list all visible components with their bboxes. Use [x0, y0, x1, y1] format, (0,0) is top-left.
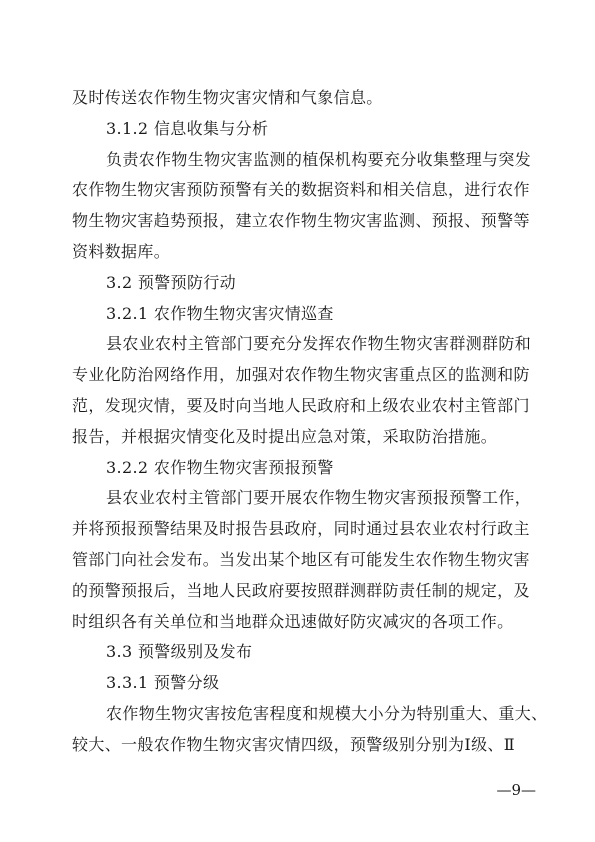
body-text-line: 及时传送农作物生物灾害灾情和气象信息。 [72, 88, 383, 107]
body-text-line: 的预警预报后，当地人民政府要按照群测群防责任制的规定，及 [72, 580, 530, 600]
section-heading: 3.2 预警预防行动 [106, 272, 237, 292]
body-text-line: 管部门向社会发布。当发出某个地区有可能发生农作物生物灾害 [72, 549, 530, 569]
body-text-line: 专业化防治网络作用，加强对农作物生物灾害重点区的监测和防 [72, 365, 530, 385]
section-heading: 3.3 预警级别及发布 [106, 642, 253, 662]
body-text-line: 县农业农村主管部门要开展农作物生物灾害预报预警工作， [106, 488, 532, 508]
body-text-line: 较大、一般农作物生物灾害灾情四级，预警级别分别为Ⅰ级、Ⅱ [72, 734, 515, 754]
body-text-line: 并将预报预警结果及时报告县政府，同时通过县农业农村行政主 [72, 519, 530, 539]
page-number: —9— [496, 781, 536, 799]
body-text-line: 物生物灾害趋势预报，建立农作物生物灾害监测、预报、预警等 [72, 211, 530, 231]
body-text-line: 农作物生物灾害预防预警有关的数据资料和相关信息，进行农作 [72, 180, 530, 200]
section-heading: 3.2.2 农作物生物灾害预报预警 [106, 457, 334, 477]
body-text-line: 时组织各有关单位和当地群众迅速做好防灾减灾的各项工作。 [72, 611, 514, 631]
body-text-line: 农作物生物灾害按危害程度和规模大小分为特别重大、重大、 [106, 703, 548, 723]
section-heading: 3.2.1 农作物生物灾害灾情巡查 [106, 303, 334, 323]
body-text-line: 报告，并根据灾情变化及时提出应急对策，采取防治措施。 [72, 426, 498, 446]
body-text-line: 县农业农村主管部门要充分发挥农作物生物灾害群测群防和 [106, 334, 532, 354]
body-text-line: 范，发现灾情，要及时向当地人民政府和上级农业农村主管部门 [72, 395, 530, 415]
section-heading: 3.1.2 信息收集与分析 [106, 118, 269, 138]
section-heading: 3.3.1 预警分级 [106, 673, 220, 693]
body-text-line: 负责农作物生物灾害监测的植保机构要充分收集整理与突发 [106, 149, 532, 169]
body-text-line: 资料数据库。 [72, 241, 171, 261]
document-body [72, 83, 548, 761]
